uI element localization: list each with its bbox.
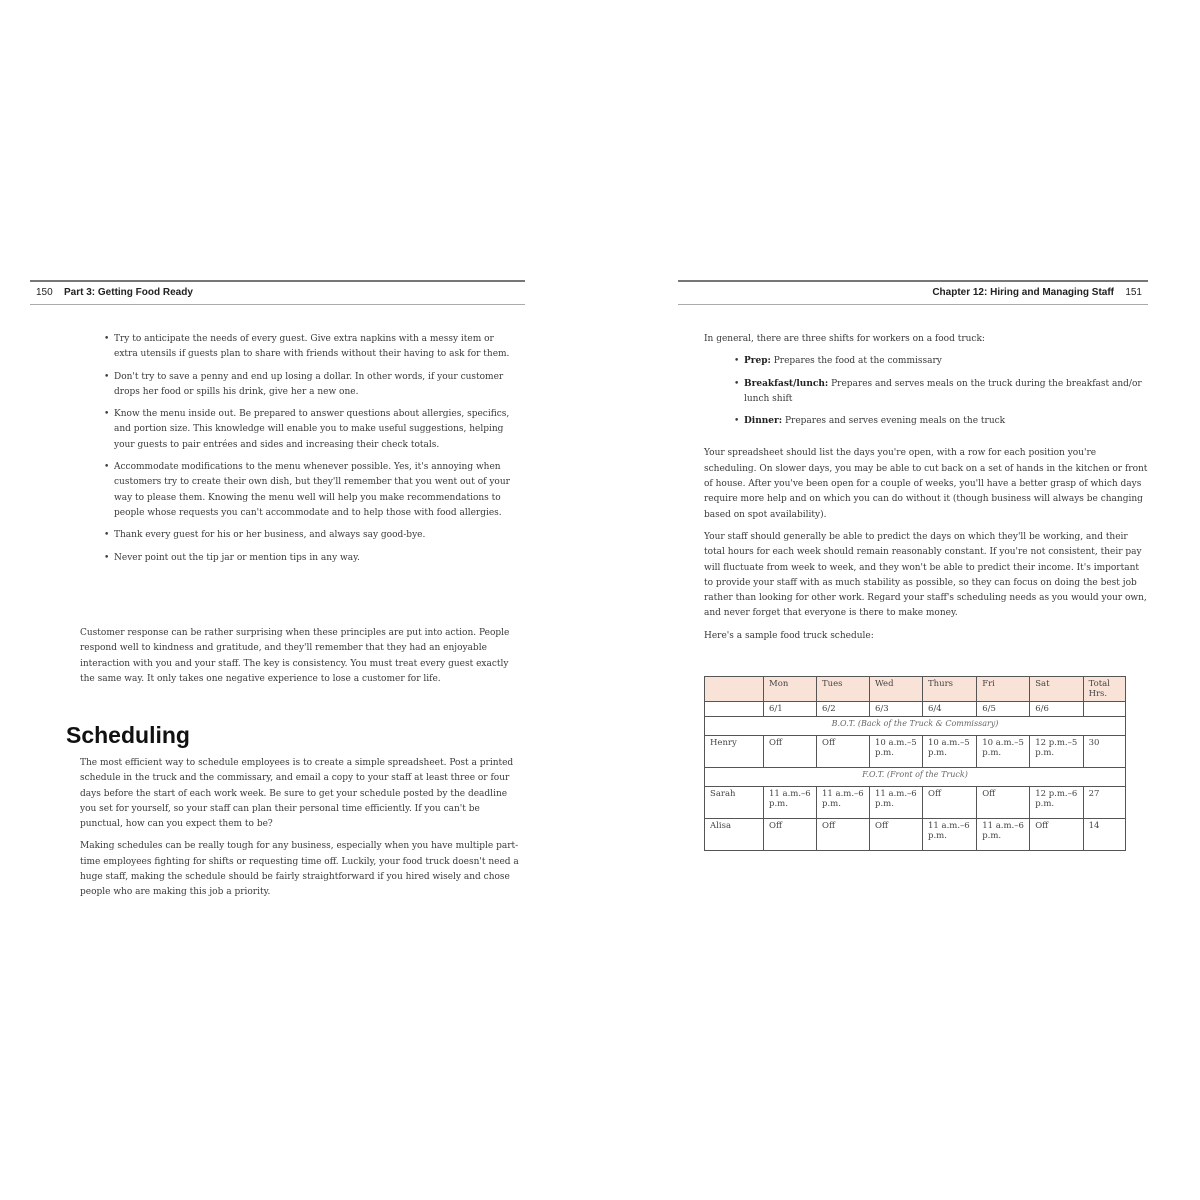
list-item: • Know the menu inside out. Be prepared to answer questions about allergies, specifics, and portion size. This knowledge will enable you to make useful suggestions, helping your guests to pair entrées and sides and increasing their check totals. (104, 409, 510, 450)
table-cell: 6/2 (817, 702, 870, 717)
table-cell: Off (817, 736, 870, 768)
paragraph: Here's a sample food truck schedule: (704, 630, 874, 641)
part-title: Part 3: Getting Food Ready (64, 287, 193, 298)
list-item: • Accommodate modifications to the menu whenever possible. Yes, it's annoying when customers try to create their own dish, but they'll remember that you went out of your way to please them. Knowing the menu well will help you make recommendations to people whose requests you can't accommodate and to help those with food allergies. (104, 462, 510, 518)
paragraph: Your staff should generally be able to predict the days on which they'll be working, and their total hours for each week should remain reasonably constant. If you're not consistent, their pay will fluctuate from week to week, and they won't be able to predict their income. It's important to provide your staff with as much stability as possible, so they can focus on doing the best job rather than looking for other work. Regard your staff's scheduling needs as you would your own, and never forget that everyone is there to make money. (704, 531, 1147, 619)
table-cell: Off (923, 787, 977, 819)
right-page (678, 270, 1148, 910)
list-item: • Don't try to save a penny and end up losing a dollar. In other words, if your customer drops her food or spills his drink, give her a new one. (104, 371, 504, 397)
scheduling-section (80, 756, 520, 908)
paragraph: The most efficient way to schedule employees is to create a simple spreadsheet. Post a printed schedule in the truck and the commissary, and email a copy to your staff at least three or four days before the start of each work week. Be sure to get your schedule posted by the deadline you set for yourself, so your staff can plan their personal time efficiently. If you can't be punctual, how can you expect them to be? (80, 758, 514, 830)
table-cell: 11 a.m.–6 p.m. (817, 787, 870, 819)
list-item: • Prep: Prepares the food at the commissary (734, 356, 942, 367)
running-head-left (30, 280, 525, 305)
list-item: • Try to anticipate the needs of every guest. Give extra napkins with a messy item or extra utensils if guests plan to share with friends without their having to ask for them. (104, 334, 510, 360)
list-item: • Breakfast/lunch: Prepares and serves meals on the truck during the breakfast and/or lunch shift (734, 378, 1142, 404)
foh-label: F.O.T. (Front of the Truck) (705, 768, 1126, 787)
table-header-cell: Thurs (923, 677, 977, 702)
employee-name: Henry (705, 736, 764, 768)
left-page (30, 270, 525, 910)
table-cell: 11 a.m.–6 p.m. (870, 787, 923, 819)
table-cell: 11 a.m.–6 p.m. (923, 819, 977, 851)
customer-response-paragraph: Customer response can be rather surprising when these principles are put into action. People respond well to kindness and gratitude, and they'll remember that they had an enjoyable interaction with you and your staff. The key is consistency. You must treat every guest exactly the same way. It only takes one negative experience to lose a customer for life. (80, 628, 510, 684)
shifts-intro: In general, there are three shifts for workers on a food truck: (704, 334, 985, 344)
chapter-title: Chapter 12: Hiring and Managing Staff (932, 287, 1114, 298)
total-hours: 14 (1083, 819, 1125, 851)
boh-label: B.O.T. (Back of the Truck & Commissary) (705, 717, 1126, 736)
table-cell: 10 a.m.–5 p.m. (870, 736, 923, 768)
table-cell: Off (870, 819, 923, 851)
table-cell: 12 p.m.–6 p.m. (1030, 787, 1083, 819)
table-cell: Off (1030, 819, 1083, 851)
page-number-right: 151 (1125, 287, 1142, 298)
table-cell: Off (817, 819, 870, 851)
table-row (705, 787, 1126, 819)
bullet-list (104, 332, 514, 566)
table-header-cell: Sat (1030, 677, 1083, 702)
table-row (705, 819, 1126, 851)
paragraph: Your spreadsheet should list the days you're open, with a row for each position you're scheduling. On slower days, you may be able to cut back on a set of hands in the kitchen or front of house. After you've been open for a couple of weeks, you'll have a better grasp of which days require more help and on which you can do without it (though business will always be changing based on spot availability). (704, 448, 1148, 520)
section-label-row (705, 768, 1126, 787)
section-label-row (705, 717, 1126, 736)
list-item: • Dinner: Prepares and serves evening meals on the truck (734, 416, 1006, 427)
table-header-cell: Mon (764, 677, 817, 702)
table-header-row (705, 677, 1126, 702)
table-cell: 6/3 (870, 702, 923, 717)
right-text-block (704, 332, 1149, 651)
table-cell: Off (764, 819, 817, 851)
schedule-table (704, 676, 1126, 851)
table-cell: 11 a.m.–6 p.m. (977, 819, 1030, 851)
table-cell: 10 a.m.–5 p.m. (977, 736, 1030, 768)
table-row (705, 736, 1126, 768)
section-heading: Scheduling (66, 722, 190, 748)
total-hours: 27 (1083, 787, 1125, 819)
date-row (705, 702, 1126, 717)
table-cell: 6/5 (977, 702, 1030, 717)
table-header-cell: Fri (977, 677, 1030, 702)
table-cell: 6/4 (923, 702, 977, 717)
table-cell: 12 p.m.–5 p.m. (1030, 736, 1083, 768)
list-item: • Thank every guest for his or her business, and always say good-bye. (104, 530, 426, 541)
page-number-left: 150 (36, 287, 53, 298)
list-item: • Never point out the tip jar or mention tips in any way. (104, 552, 360, 563)
employee-name: Sarah (705, 787, 764, 819)
table-header-cell: Wed (870, 677, 923, 702)
table-cell: 6/1 (764, 702, 817, 717)
bullet-list-container (104, 332, 514, 573)
table-cell: 6/6 (1030, 702, 1083, 717)
table-header-cell: Total Hrs. (1083, 677, 1125, 702)
table-cell: 11 a.m.–6 p.m. (764, 787, 817, 819)
shift-list (734, 354, 1149, 429)
table-cell: 10 a.m.–5 p.m. (923, 736, 977, 768)
table-cell: Off (764, 736, 817, 768)
total-hours: 30 (1083, 736, 1125, 768)
running-head-right (678, 280, 1148, 305)
table-header-cell: Tues (817, 677, 870, 702)
paragraph: Making schedules can be really tough for any business, especially when you have multiple part-time employees fighting for shifts or requesting time off. Luckily, your food truck doesn't need a huge staff, making the schedule should be fairly straightforward if you hired wisely and chose people who are making this job a priority. (80, 841, 519, 898)
employee-name: Alisa (705, 819, 764, 851)
table-cell: Off (977, 787, 1030, 819)
